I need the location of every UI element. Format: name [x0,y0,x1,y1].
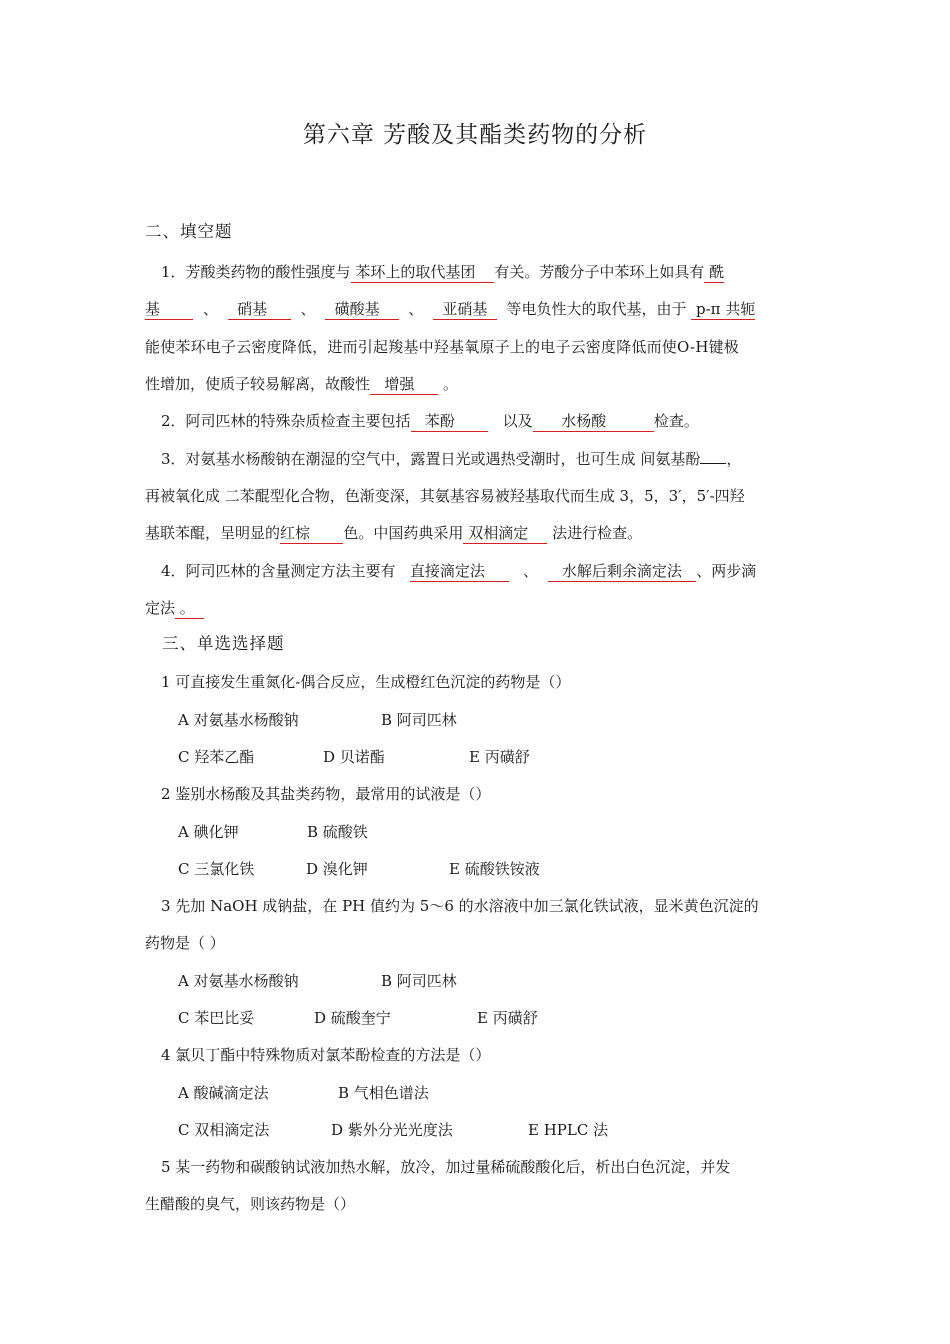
answer-1-2b: 基 [145,300,193,320]
q2-2-line-1: 2．阿司匹林的特殊杂质检查主要包括 苯酚 以及 水杨酸 检查。 [161,412,699,430]
q2-3-line-2: 再被氧化成 二苯醌型化合物，色渐变深，其氨基容易被羟基取代而生成 3，5，3′，5′-四羟 [145,487,745,505]
answer-1-2a: 酰 [704,263,724,283]
mc-3-option-d: D 硫酸奎宁 [314,1009,391,1027]
mc-5-stem-cont: 生醋酸的臭气，则该药物是（） [145,1195,356,1213]
section-heading-single-choice: 三、单选选择题 [162,634,285,653]
page-title: 第六章 芳酸及其酯类药物的分析 [302,122,648,148]
mc-2-stem: 2 鉴别水杨酸及其盐类药物，最常用的试液是（） [161,785,491,803]
mc-3-option-b: B 阿司匹林 [381,972,457,990]
answer-1-3: 硝基 [228,300,291,320]
q2-1-line-4: 性增加，使质子较易解离，故酸性 增强 。 [145,375,458,393]
mc-1-stem: 1 可直接发生重氮化-偶合反应，生成橙红色沉淀的药物是（） [161,673,571,691]
answer-1-5: 亚硝基 [433,300,497,320]
answer-4-2: 水解后剩余滴定法 [548,562,697,582]
mc-3-option-e: E 丙磺舒 [477,1009,538,1027]
mc-2-option-c: C 三氯化铁 [178,860,255,878]
answer-1-1: 苯环上的取代基团 [351,263,495,283]
mc-2-option-a: A 碘化钾 [178,823,239,841]
mc-2-option-b: B 硫酸铁 [307,823,368,841]
answer-3-2: 双相滴定 [463,524,547,544]
mc-3-option-a: A 对氨基水杨酸钠 [178,972,299,990]
q2-4-line-1: 4．阿司匹林的含量测定方法主要有 直接滴定法 、 水解后剩余滴定法 、两步滴 [161,562,757,580]
mc-3-option-c: C 苯巴比妥 [178,1009,255,1027]
q2-1-line-3: 能使苯环电子云密度降低，进而引起羧基中羟基氧原子上的电子云密度降低而使O-H键极 [145,338,739,356]
answer-4-1: 直接滴定法 [410,562,509,582]
mc-3-stem: 3 先加 NaOH 成钠盐，在 PH 值约为 5～6 的水溶液中加三氯化铁试液，显米黄色沉淀的 [161,897,759,915]
answer-4-3: 。 [175,599,204,619]
answer-1-4: 磺酸基 [325,300,399,320]
answer-1-6: p-π 共轭 [691,300,755,320]
mc-2-option-d: D 溴化钾 [306,860,368,878]
mc-2-option-e: E 硫酸铁铵液 [449,860,540,878]
mc-1-option-a: A 对氨基水杨酸钠 [178,711,299,729]
mc-1-option-e: E 丙磺舒 [469,748,530,766]
q2-4-line-2: 定法 。 [145,598,810,618]
mc-4-stem: 4 氯贝丁酯中特殊物质对氯苯酚检查的方法是（） [161,1046,491,1064]
mc-4-option-b: B 气相色谱法 [338,1084,429,1102]
mc-1-option-b: B 阿司匹林 [381,711,457,729]
mc-5-stem: 5 某一药物和碳酸钠试液加热水解，放冷，加过量稀硫酸酸化后，析出白色沉淀，并发 [161,1158,731,1176]
mc-4-option-e: E HPLC 法 [528,1121,609,1139]
q2-1-line-1: 1．芳酸类药物的酸性强度与 苯环上的取代基团 有关。芳酸分子中苯环上如具有 酰 [161,263,725,281]
answer-2-1: 苯酚 [411,412,489,432]
answer-3-1: 红棕 [280,524,343,544]
q2-3-line-1: 3．对氨基水杨酸钠在潮湿的空气中，露置日光或遇热受潮时，也可生成 间氨基酚 ， [161,450,742,468]
q2-3-line-3: 基联苯醌，呈明显的红棕 色。中国药典采用 双相滴定 法进行检查。 [145,524,643,542]
mc-1-option-d: D 贝诺酯 [323,748,385,766]
blank-underline [700,449,726,464]
q2-1-line-2: 基 、 硝基 、 磺酸基 、 亚硝基 等电负性大的取代基，由于 p-π 共轭 [145,300,756,318]
mc-1-option-c: C 羟苯乙酯 [178,748,255,766]
mc-3-stem-cont: 药物是（ ） [145,934,225,952]
mc-4-option-c: C 双相滴定法 [178,1121,270,1139]
answer-2-2: 水杨酸 [533,412,654,432]
mc-4-option-d: D 紫外分光光度法 [331,1121,453,1139]
answer-1-7: 增强 [370,375,438,395]
mc-4-option-a: A 酸碱滴定法 [178,1084,269,1102]
section-heading-fill-in: 二、填空题 [145,222,233,241]
